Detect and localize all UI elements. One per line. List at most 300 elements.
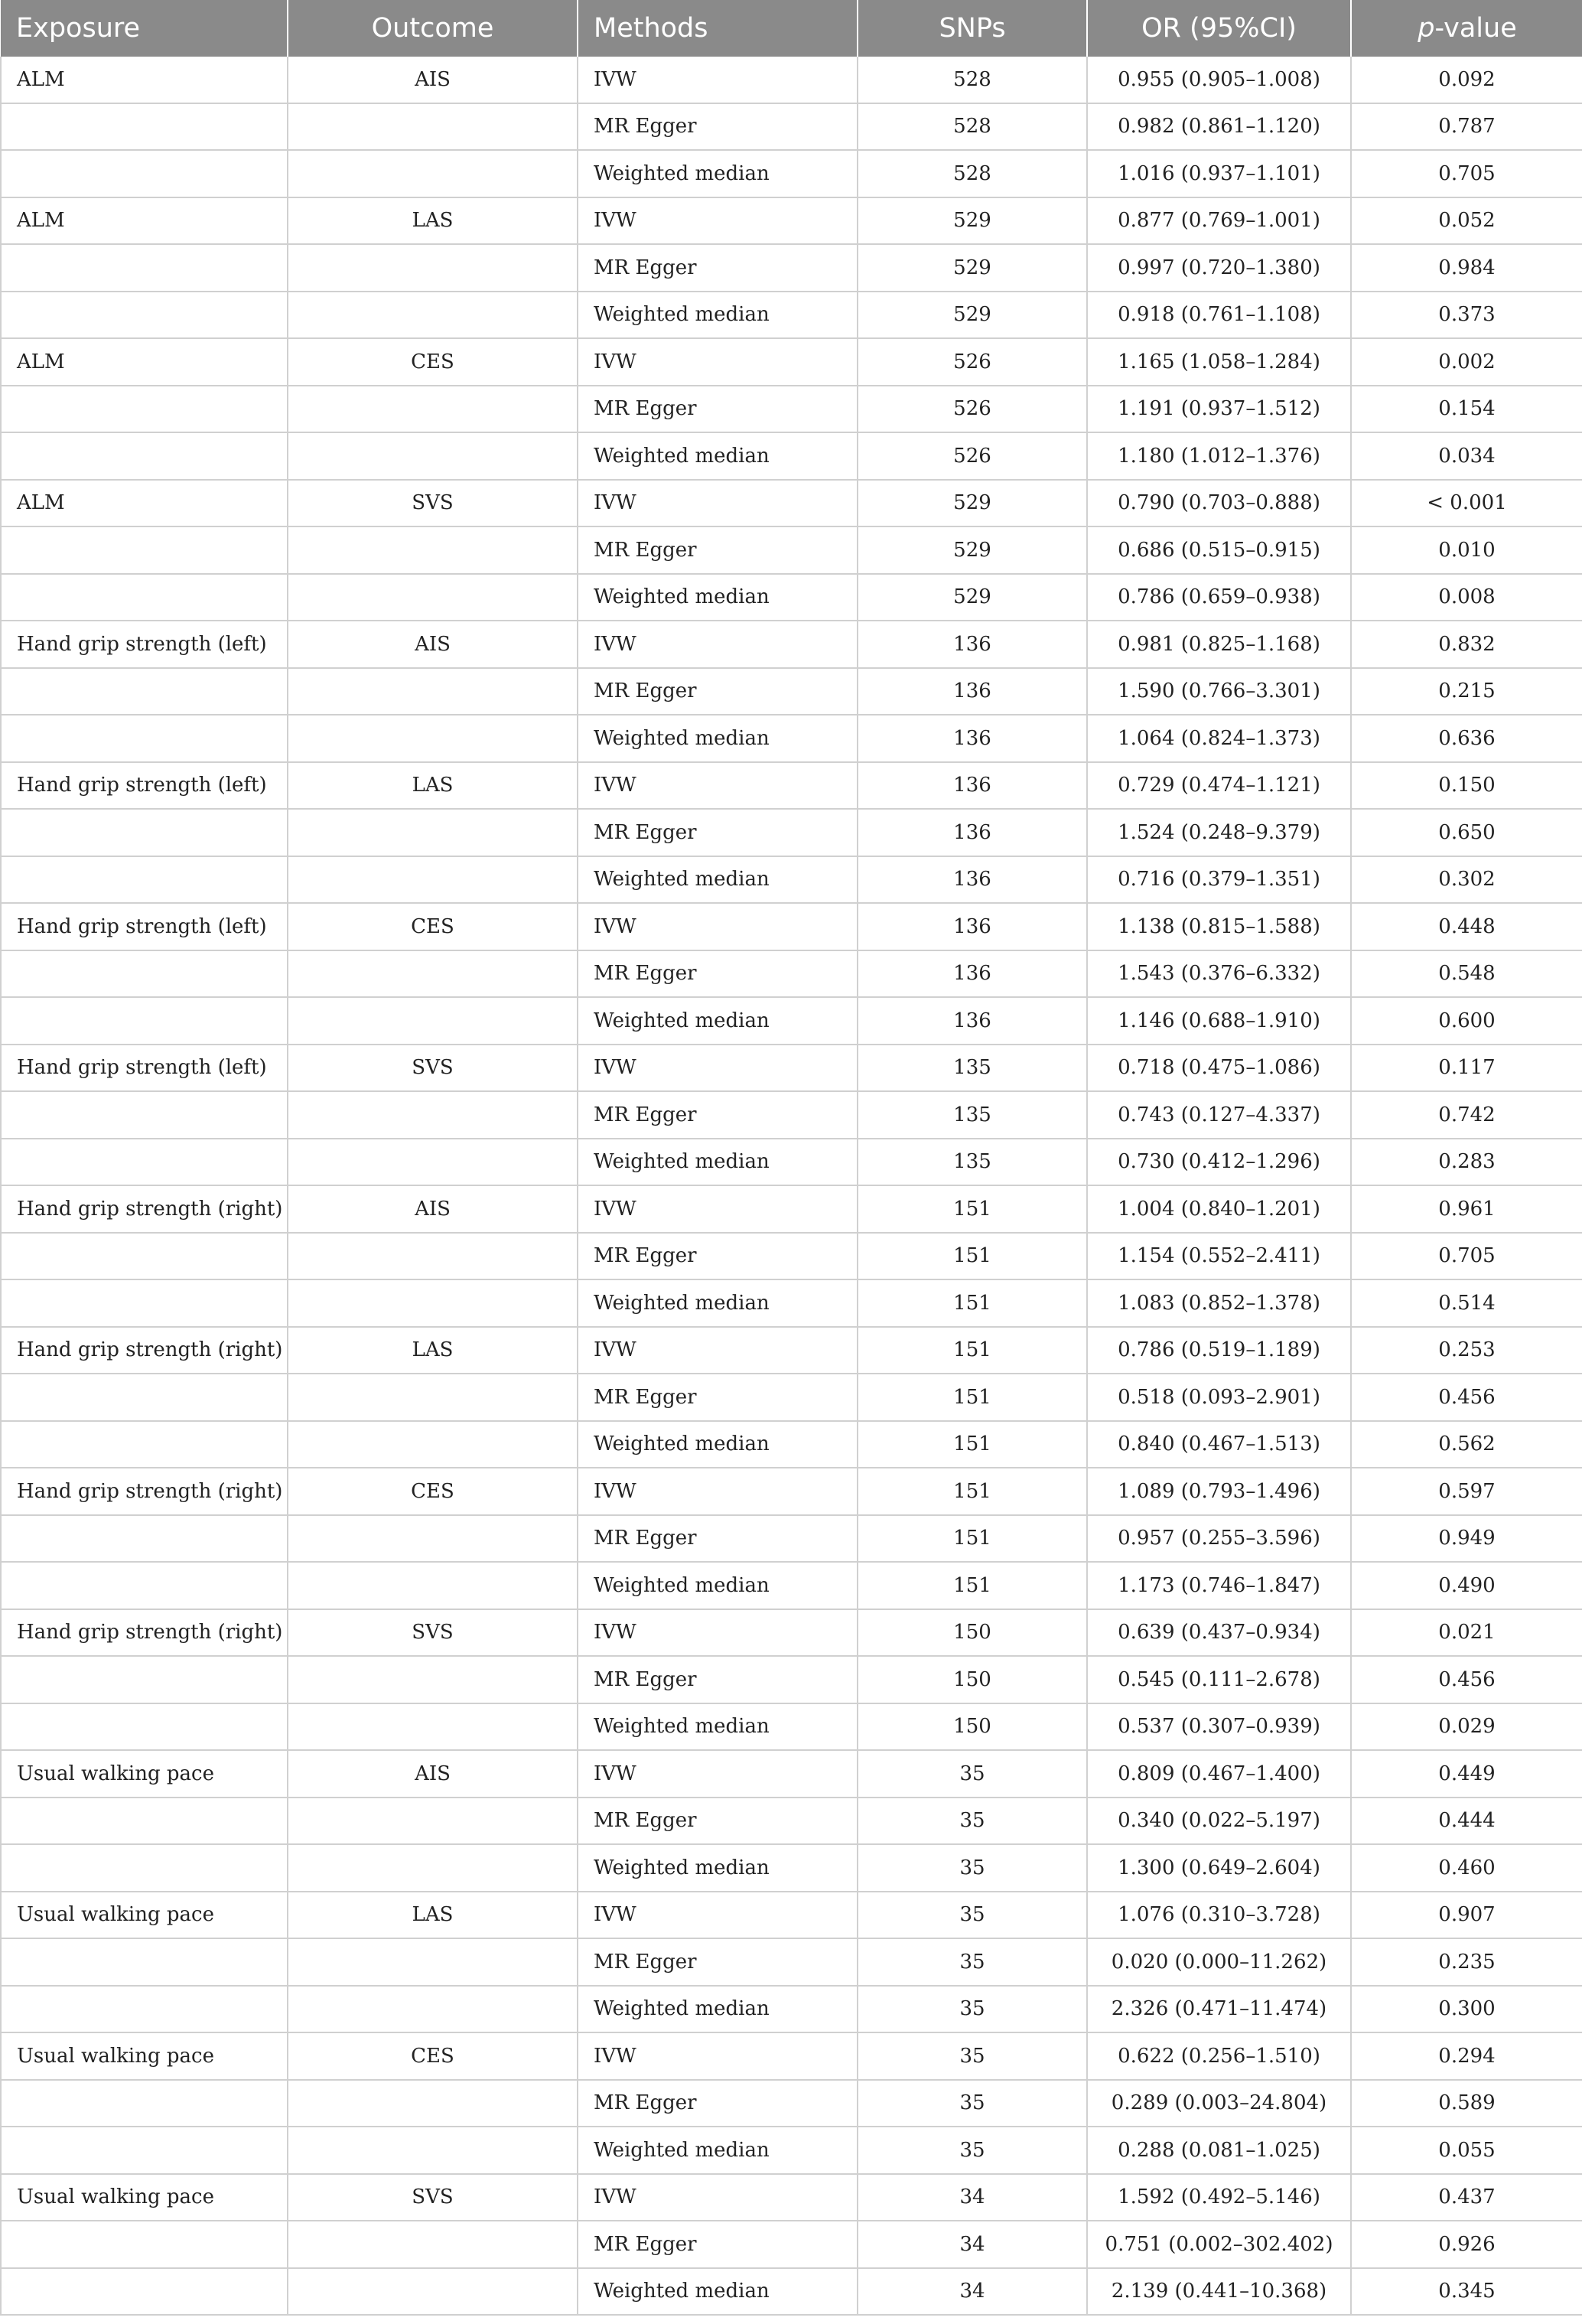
cell-outcome [288, 1656, 578, 1703]
cell-exposure [1, 244, 288, 292]
cell-p-value: < 0.001 [1351, 480, 1582, 527]
cell-method: IVW [578, 57, 858, 103]
cell-snps: 529 [858, 244, 1087, 292]
cell-snps: 35 [858, 1986, 1087, 2033]
cell-snps: 35 [858, 1750, 1087, 1798]
cell-outcome [288, 715, 578, 762]
cell-outcome [288, 1091, 578, 1139]
cell-outcome [288, 1139, 578, 1186]
cell-outcome [288, 526, 578, 574]
cell-snps: 35 [858, 1798, 1087, 1845]
table-row [1, 432, 1582, 480]
cell-p-value: 0.449 [1351, 1750, 1582, 1798]
cell-or: 0.840 (0.467–1.513) [1087, 1421, 1351, 1468]
cell-snps: 526 [858, 338, 1087, 386]
cell-exposure: Usual walking pace [1, 2174, 288, 2221]
cell-snps: 135 [858, 1091, 1087, 1139]
table-row [1, 292, 1582, 339]
cell-outcome [288, 668, 578, 715]
cell-snps: 136 [858, 668, 1087, 715]
cell-p-value: 0.021 [1351, 1609, 1582, 1657]
cell-p-value: 0.448 [1351, 903, 1582, 950]
cell-or: 2.326 (0.471–11.474) [1087, 1986, 1351, 2033]
table-row [1, 1233, 1582, 1280]
cell-exposure [1, 1562, 288, 1609]
cell-exposure [1, 2080, 288, 2127]
cell-outcome: AIS [288, 621, 578, 668]
cell-p-value: 0.742 [1351, 1091, 1582, 1139]
cell-exposure [1, 809, 288, 856]
cell-p-value: 0.154 [1351, 386, 1582, 433]
cell-snps: 136 [858, 762, 1087, 810]
table-row [1, 2080, 1582, 2127]
cell-outcome [288, 1421, 578, 1468]
table-row [1, 1468, 1582, 1515]
cell-snps: 151 [858, 1327, 1087, 1374]
cell-or: 0.751 (0.002–302.402) [1087, 2221, 1351, 2268]
cell-snps: 526 [858, 432, 1087, 480]
cell-or: 1.076 (0.310–3.728) [1087, 1892, 1351, 1939]
table-row [1, 1421, 1582, 1468]
cell-p-value: 0.705 [1351, 150, 1582, 197]
cell-or: 1.004 (0.840–1.201) [1087, 1185, 1351, 1233]
cell-method: IVW [578, 1609, 858, 1657]
cell-or: 1.138 (0.815–1.588) [1087, 903, 1351, 950]
cell-exposure [1, 574, 288, 621]
cell-method: Weighted median [578, 292, 858, 339]
header-p-suffix: -value [1434, 13, 1517, 44]
cell-p-value: 0.117 [1351, 1045, 1582, 1092]
cell-outcome [288, 1279, 578, 1327]
cell-outcome [288, 1562, 578, 1609]
cell-p-value: 0.055 [1351, 2127, 1582, 2174]
cell-exposure [1, 1986, 288, 2033]
cell-exposure [1, 2268, 288, 2316]
cell-exposure [1, 1139, 288, 1186]
cell-or: 0.790 (0.703–0.888) [1087, 480, 1351, 527]
cell-snps: 526 [858, 386, 1087, 433]
cell-exposure: Hand grip strength (left) [1, 903, 288, 950]
cell-outcome [288, 1233, 578, 1280]
cell-p-value: 0.636 [1351, 715, 1582, 762]
cell-method: Weighted median [578, 2127, 858, 2174]
cell-p-value: 0.949 [1351, 1515, 1582, 1563]
cell-exposure [1, 103, 288, 151]
cell-p-value: 0.548 [1351, 950, 1582, 998]
cell-exposure [1, 1421, 288, 1468]
cell-exposure [1, 715, 288, 762]
cell-outcome [288, 1798, 578, 1845]
table-row [1, 1515, 1582, 1563]
cell-method: MR Egger [578, 1938, 858, 1986]
cell-or: 0.686 (0.515–0.915) [1087, 526, 1351, 574]
cell-or: 0.729 (0.474–1.121) [1087, 762, 1351, 810]
table-row [1, 1327, 1582, 1374]
table-row [1, 1139, 1582, 1186]
table-row [1, 1750, 1582, 1798]
table-row [1, 903, 1582, 950]
cell-snps: 34 [858, 2221, 1087, 2268]
table-row [1, 668, 1582, 715]
table-row [1, 1986, 1582, 2033]
cell-or: 1.180 (1.012–1.376) [1087, 432, 1351, 480]
cell-p-value: 0.444 [1351, 1798, 1582, 1845]
cell-outcome [288, 150, 578, 197]
cell-p-value: 0.650 [1351, 809, 1582, 856]
cell-outcome [288, 244, 578, 292]
cell-outcome: LAS [288, 1892, 578, 1939]
cell-or: 0.743 (0.127–4.337) [1087, 1091, 1351, 1139]
cell-snps: 151 [858, 1233, 1087, 1280]
cell-snps: 34 [858, 2268, 1087, 2316]
cell-exposure [1, 1844, 288, 1892]
cell-or: 1.146 (0.688–1.910) [1087, 997, 1351, 1045]
cell-snps: 528 [858, 150, 1087, 197]
cell-or: 1.173 (0.746–1.847) [1087, 1562, 1351, 1609]
cell-method: MR Egger [578, 1374, 858, 1421]
cell-p-value: 0.052 [1351, 197, 1582, 245]
cell-or: 1.064 (0.824–1.373) [1087, 715, 1351, 762]
cell-exposure [1, 997, 288, 1045]
cell-method: MR Egger [578, 2080, 858, 2127]
table-row [1, 2174, 1582, 2221]
cell-snps: 35 [858, 1938, 1087, 1986]
cell-method: MR Egger [578, 1798, 858, 1845]
cell-exposure: Usual walking pace [1, 2032, 288, 2080]
cell-method: MR Egger [578, 809, 858, 856]
cell-outcome: AIS [288, 57, 578, 103]
cell-method: MR Egger [578, 1515, 858, 1563]
table-row [1, 480, 1582, 527]
cell-p-value: 0.589 [1351, 2080, 1582, 2127]
cell-p-value: 0.300 [1351, 1986, 1582, 2033]
cell-p-value: 0.302 [1351, 856, 1582, 904]
cell-snps: 34 [858, 2174, 1087, 2221]
cell-snps: 35 [858, 2032, 1087, 2080]
cell-or: 1.592 (0.492–5.146) [1087, 2174, 1351, 2221]
cell-snps: 35 [858, 1892, 1087, 1939]
cell-or: 1.300 (0.649–2.604) [1087, 1844, 1351, 1892]
cell-p-value: 0.787 [1351, 103, 1582, 151]
cell-or: 0.020 (0.000–11.262) [1087, 1938, 1351, 1986]
table-row [1, 856, 1582, 904]
cell-outcome: SVS [288, 1609, 578, 1657]
cell-or: 0.340 (0.022–5.197) [1087, 1798, 1351, 1845]
table-row [1, 57, 1582, 103]
cell-exposure: Hand grip strength (left) [1, 621, 288, 668]
cell-method: IVW [578, 338, 858, 386]
cell-snps: 136 [858, 950, 1087, 998]
cell-method: Weighted median [578, 1421, 858, 1468]
cell-snps: 151 [858, 1279, 1087, 1327]
cell-exposure: ALM [1, 338, 288, 386]
cell-method: MR Egger [578, 2221, 858, 2268]
cell-p-value: 0.926 [1351, 2221, 1582, 2268]
cell-exposure [1, 1656, 288, 1703]
cell-p-value: 0.235 [1351, 1938, 1582, 1986]
cell-p-value: 0.215 [1351, 668, 1582, 715]
cell-outcome: CES [288, 338, 578, 386]
cell-or: 0.518 (0.093–2.901) [1087, 1374, 1351, 1421]
table-body [1, 57, 1582, 2315]
cell-method: IVW [578, 1327, 858, 1374]
cell-exposure: ALM [1, 197, 288, 245]
cell-snps: 151 [858, 1374, 1087, 1421]
cell-or: 0.957 (0.255–3.596) [1087, 1515, 1351, 1563]
cell-outcome [288, 950, 578, 998]
table-row [1, 1374, 1582, 1421]
cell-method: Weighted median [578, 997, 858, 1045]
cell-outcome [288, 292, 578, 339]
table-row [1, 1185, 1582, 1233]
cell-snps: 136 [858, 621, 1087, 668]
header-or: OR (95%CI) [1087, 0, 1351, 57]
cell-exposure [1, 1279, 288, 1327]
cell-outcome [288, 997, 578, 1045]
cell-snps: 136 [858, 856, 1087, 904]
table-row [1, 574, 1582, 621]
cell-exposure [1, 1091, 288, 1139]
cell-or: 1.543 (0.376–6.332) [1087, 950, 1351, 998]
cell-or: 0.982 (0.861–1.120) [1087, 103, 1351, 151]
cell-p-value: 0.437 [1351, 2174, 1582, 2221]
cell-outcome: SVS [288, 1045, 578, 1092]
cell-method: IVW [578, 2032, 858, 2080]
cell-exposure [1, 1233, 288, 1280]
cell-p-value: 0.562 [1351, 1421, 1582, 1468]
cell-snps: 136 [858, 809, 1087, 856]
cell-outcome: LAS [288, 197, 578, 245]
cell-snps: 529 [858, 574, 1087, 621]
cell-p-value: 0.456 [1351, 1374, 1582, 1421]
cell-outcome: CES [288, 2032, 578, 2080]
cell-snps: 151 [858, 1515, 1087, 1563]
table-row [1, 338, 1582, 386]
cell-exposure [1, 1703, 288, 1751]
table-row [1, 1703, 1582, 1751]
cell-method: MR Egger [578, 950, 858, 998]
cell-method: IVW [578, 1750, 858, 1798]
cell-exposure [1, 292, 288, 339]
cell-or: 0.997 (0.720–1.380) [1087, 244, 1351, 292]
cell-method: Weighted median [578, 150, 858, 197]
table-row [1, 103, 1582, 151]
cell-method: IVW [578, 2174, 858, 2221]
cell-outcome [288, 574, 578, 621]
table-header [1, 0, 1582, 57]
header-row [1, 0, 1582, 57]
cell-method: Weighted median [578, 1139, 858, 1186]
cell-method: Weighted median [578, 1703, 858, 1751]
cell-p-value: 0.460 [1351, 1844, 1582, 1892]
table-row [1, 762, 1582, 810]
table-row [1, 150, 1582, 197]
table-row [1, 2221, 1582, 2268]
cell-exposure: Hand grip strength (left) [1, 762, 288, 810]
cell-or: 0.955 (0.905–1.008) [1087, 57, 1351, 103]
cell-snps: 528 [858, 103, 1087, 151]
table-row [1, 715, 1582, 762]
header-p-value [1351, 0, 1582, 57]
cell-exposure [1, 856, 288, 904]
cell-outcome [288, 1844, 578, 1892]
cell-or: 0.289 (0.003–24.804) [1087, 2080, 1351, 2127]
cell-snps: 136 [858, 997, 1087, 1045]
cell-p-value: 0.253 [1351, 1327, 1582, 1374]
cell-method: MR Egger [578, 244, 858, 292]
cell-method: Weighted median [578, 1279, 858, 1327]
cell-exposure [1, 2221, 288, 2268]
cell-p-value: 0.150 [1351, 762, 1582, 810]
cell-method: IVW [578, 197, 858, 245]
cell-p-value: 0.907 [1351, 1892, 1582, 1939]
cell-method: IVW [578, 1468, 858, 1515]
cell-p-value: 0.456 [1351, 1656, 1582, 1703]
table-row [1, 197, 1582, 245]
cell-exposure [1, 1938, 288, 1986]
cell-or: 0.718 (0.475–1.086) [1087, 1045, 1351, 1092]
cell-snps: 529 [858, 480, 1087, 527]
table-row [1, 1938, 1582, 1986]
table-row [1, 1844, 1582, 1892]
table-row [1, 2127, 1582, 2174]
cell-exposure: Usual walking pace [1, 1750, 288, 1798]
cell-or: 1.590 (0.766–3.301) [1087, 668, 1351, 715]
cell-outcome [288, 2221, 578, 2268]
cell-snps: 151 [858, 1468, 1087, 1515]
table-row [1, 1656, 1582, 1703]
cell-outcome [288, 1515, 578, 1563]
cell-method: IVW [578, 1045, 858, 1092]
cell-snps: 151 [858, 1185, 1087, 1233]
table-row [1, 1045, 1582, 1092]
cell-outcome: CES [288, 1468, 578, 1515]
header-outcome: Outcome [288, 0, 578, 57]
cell-method: IVW [578, 903, 858, 950]
cell-or: 0.981 (0.825–1.168) [1087, 621, 1351, 668]
cell-p-value: 0.345 [1351, 2268, 1582, 2316]
cell-or: 0.622 (0.256–1.510) [1087, 2032, 1351, 2080]
cell-or: 0.639 (0.437–0.934) [1087, 1609, 1351, 1657]
table-row [1, 386, 1582, 433]
cell-outcome: SVS [288, 2174, 578, 2221]
cell-or: 0.877 (0.769–1.001) [1087, 197, 1351, 245]
cell-method: MR Egger [578, 668, 858, 715]
cell-or: 0.545 (0.111–2.678) [1087, 1656, 1351, 1703]
cell-snps: 35 [858, 2127, 1087, 2174]
cell-exposure: ALM [1, 480, 288, 527]
cell-exposure [1, 950, 288, 998]
cell-method: Weighted median [578, 432, 858, 480]
cell-or: 0.918 (0.761–1.108) [1087, 292, 1351, 339]
cell-outcome [288, 2268, 578, 2316]
cell-outcome [288, 1938, 578, 1986]
cell-exposure [1, 432, 288, 480]
cell-or: 1.089 (0.793–1.496) [1087, 1468, 1351, 1515]
cell-or: 1.191 (0.937–1.512) [1087, 386, 1351, 433]
cell-exposure: Usual walking pace [1, 1892, 288, 1939]
cell-outcome [288, 1986, 578, 2033]
cell-snps: 529 [858, 526, 1087, 574]
cell-p-value: 0.961 [1351, 1185, 1582, 1233]
cell-snps: 136 [858, 715, 1087, 762]
cell-method: MR Egger [578, 1233, 858, 1280]
cell-snps: 135 [858, 1045, 1087, 1092]
cell-method: IVW [578, 1892, 858, 1939]
cell-exposure [1, 1798, 288, 1845]
cell-outcome [288, 2080, 578, 2127]
cell-or: 0.288 (0.081–1.025) [1087, 2127, 1351, 2174]
cell-method: Weighted median [578, 2268, 858, 2316]
cell-exposure [1, 668, 288, 715]
cell-or: 0.716 (0.379–1.351) [1087, 856, 1351, 904]
cell-snps: 151 [858, 1562, 1087, 1609]
cell-method: Weighted median [578, 1844, 858, 1892]
cell-outcome: SVS [288, 480, 578, 527]
cell-or: 2.139 (0.441–10.368) [1087, 2268, 1351, 2316]
cell-outcome [288, 386, 578, 433]
cell-outcome: AIS [288, 1750, 578, 1798]
cell-outcome [288, 1374, 578, 1421]
cell-method: MR Egger [578, 103, 858, 151]
cell-method: MR Egger [578, 526, 858, 574]
cell-p-value: 0.092 [1351, 57, 1582, 103]
cell-or: 0.809 (0.467–1.400) [1087, 1750, 1351, 1798]
table-row [1, 2268, 1582, 2316]
table-row [1, 1892, 1582, 1939]
cell-snps: 135 [858, 1139, 1087, 1186]
cell-p-value: 0.029 [1351, 1703, 1582, 1751]
cell-outcome [288, 432, 578, 480]
cell-method: IVW [578, 1185, 858, 1233]
cell-method: Weighted median [578, 856, 858, 904]
cell-snps: 136 [858, 903, 1087, 950]
table-row [1, 997, 1582, 1045]
cell-method: Weighted median [578, 715, 858, 762]
cell-p-value: 0.373 [1351, 292, 1582, 339]
cell-exposure [1, 386, 288, 433]
cell-snps: 35 [858, 1844, 1087, 1892]
cell-outcome [288, 1703, 578, 1751]
cell-or: 1.083 (0.852–1.378) [1087, 1279, 1351, 1327]
table-row [1, 2032, 1582, 2080]
cell-p-value: 0.010 [1351, 526, 1582, 574]
cell-or: 0.786 (0.659–0.938) [1087, 574, 1351, 621]
table-row [1, 526, 1582, 574]
cell-p-value: 0.490 [1351, 1562, 1582, 1609]
cell-method: Weighted median [578, 1986, 858, 2033]
cell-outcome: LAS [288, 1327, 578, 1374]
cell-p-value: 0.597 [1351, 1468, 1582, 1515]
cell-method: IVW [578, 480, 858, 527]
cell-or: 1.165 (1.058–1.284) [1087, 338, 1351, 386]
cell-outcome: AIS [288, 1185, 578, 1233]
cell-snps: 151 [858, 1421, 1087, 1468]
cell-method: MR Egger [578, 1656, 858, 1703]
cell-exposure [1, 1374, 288, 1421]
cell-exposure [1, 2127, 288, 2174]
cell-exposure: Hand grip strength (right) [1, 1468, 288, 1515]
table-row [1, 809, 1582, 856]
table-row [1, 621, 1582, 668]
table-row [1, 1091, 1582, 1139]
cell-p-value: 0.832 [1351, 621, 1582, 668]
cell-exposure: Hand grip strength (right) [1, 1327, 288, 1374]
cell-method: IVW [578, 762, 858, 810]
cell-outcome [288, 103, 578, 151]
table-row [1, 244, 1582, 292]
cell-or: 1.154 (0.552–2.411) [1087, 1233, 1351, 1280]
